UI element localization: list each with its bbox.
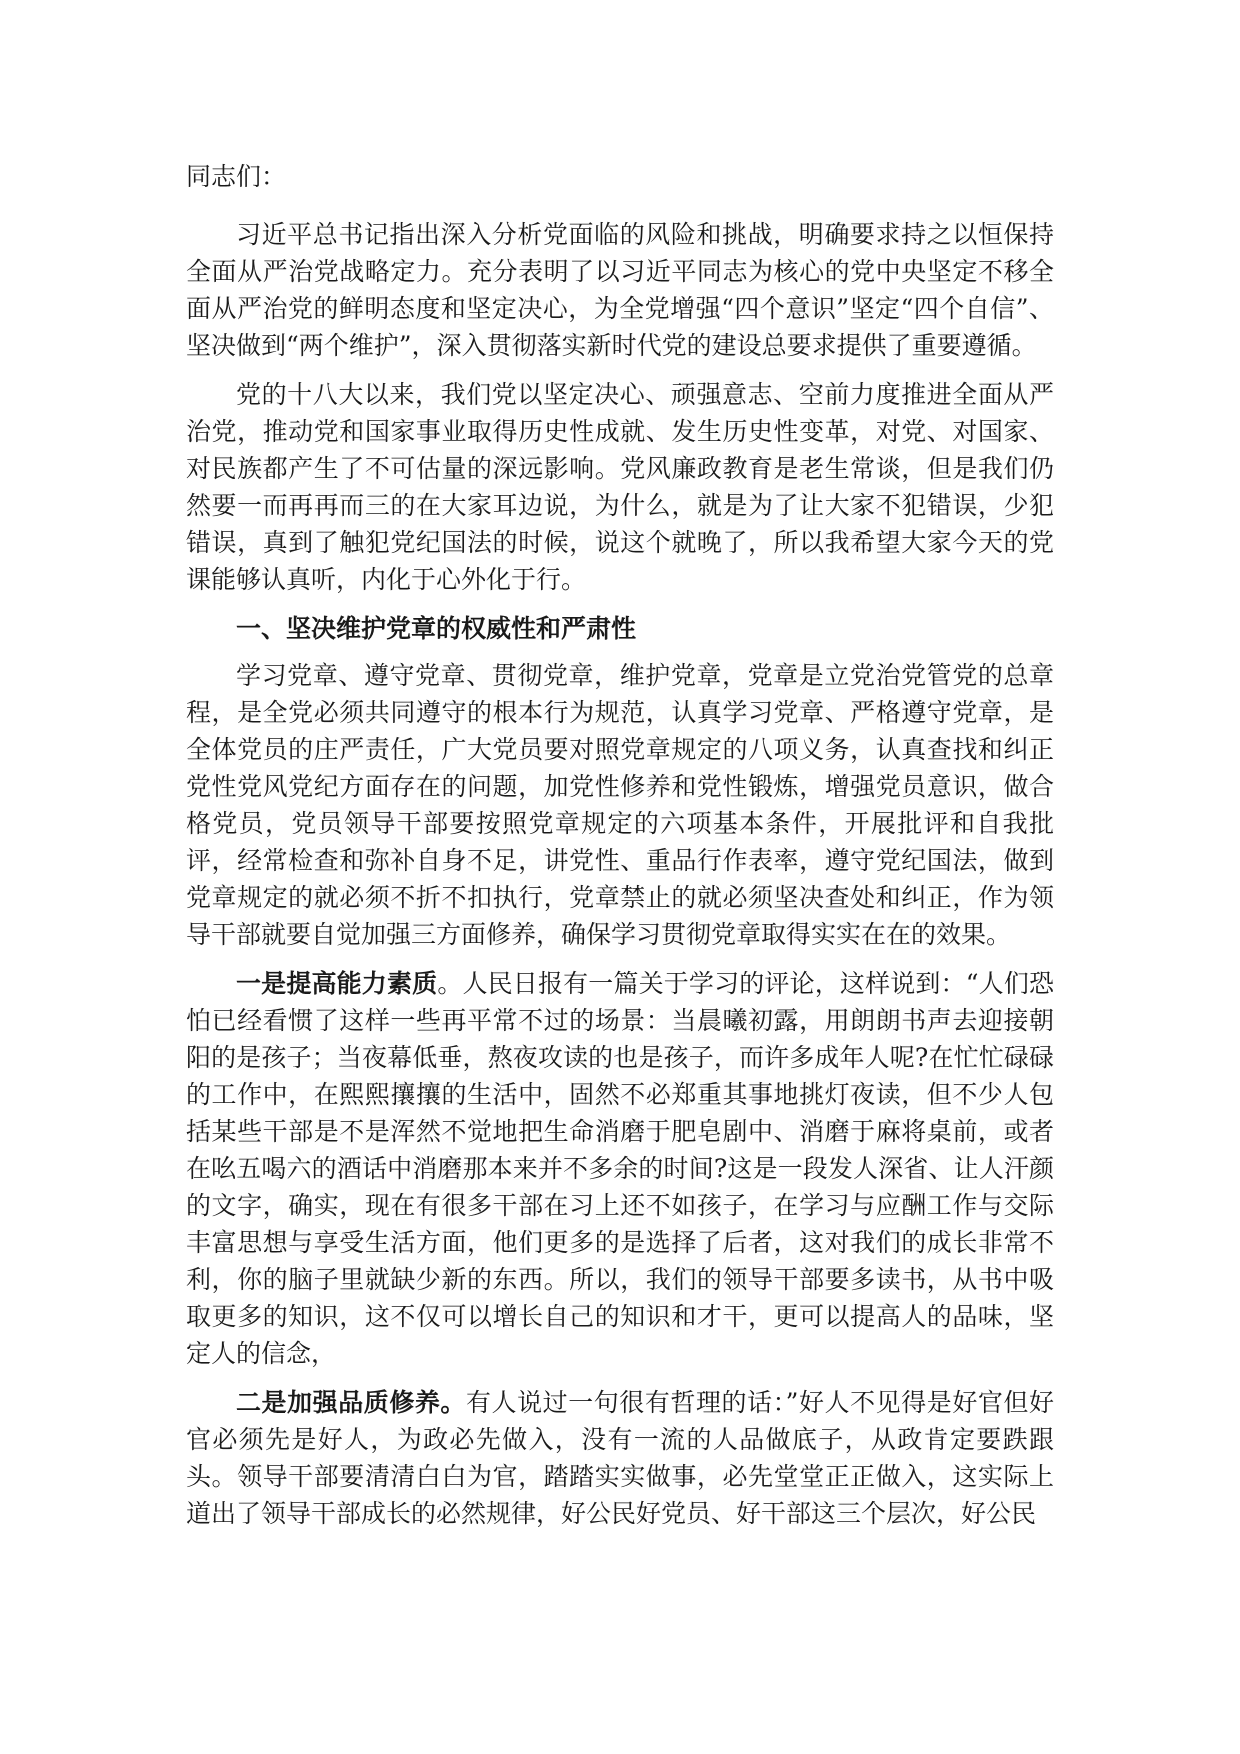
point-two-text: 有人说过一句很有哲理的话：”好人不见得是好官但好官必须先是好人，为政必先做入，没有一流的人品做底子，从政肯定要跌跟头。领导干部要清清白白为官，踏踏实实做事，必先堂堂正正做入，这实际上道出了领导干部成长的必然规律，好公民好党员、好干部这三个层次，好公民: [186, 1388, 1054, 1528]
paragraph-background: 党的十八大以来，我们党以坚定决心、顽强意志、空前力度推进全面从严治党，推动党和国家事业取得历史性成就、发生历史性变革，对党、对国家、对民族都产生了不可估量的深远影响。党风廉政教育是老生常谈，但是我们仍然要一而再再而三的在大家耳边说，为什么，就是为了让大家不犯错误，少犯错误，真到了触犯党纪国法的时候，说这个就晚了，所以我希望大家今天的党课能够认真听，内化于心外化于行。: [186, 380, 1054, 594]
document-body: [186, 158, 1054, 1544]
salutation: 同志们：: [186, 162, 287, 191]
point-two-lead: 二是加强品质修养。: [236, 1388, 466, 1417]
section-heading: 一、坚决维护党章的权威性和严肃性: [236, 614, 637, 643]
section-paragraph: 学习党章、遵守党章、贯彻党章，维护党章，党章是立党治党管党的总章程，是全党必须共同遵守的根本行为规范，认真学习党章、严格遵守党章，是全体党员的庄严责任，广大党员要对照党章规定的八项义务，认真查找和纠正党性党风党纪方面存在的问题，加党性修养和党性锻炼，增强党员意识，做合格党员，党员领导干部要按照党章规定的六项基本条件，开展批评和自我批评，经常检查和弥补自身不足，讲党性、重品行作表率，遵守党纪国法，做到党章规定的就必须不折不扣执行，党章禁止的就必须坚决查处和纠正，作为领导干部就要自觉加强三方面修养，确保学习贯彻党章取得实实在在的效果。: [186, 661, 1054, 949]
paragraph-intro: 习近平总书记指出深入分析党面临的风险和挑战，明确要求持之以恒保持全面从严治党战略定力。充分表明了以习近平同志为核心的党中央坚定不移全面从严治党的鲜明态度和坚定决心，为全党增强“四个意识”坚定“四个自信”、 坚决做到“两个维护”，深入贯彻落实新时代党的建设总要求提供了重要遵循。: [186, 220, 1054, 360]
point-one-lead: 一是提高能力素质: [236, 969, 438, 998]
point-one-text: 。人民日报有一篇关于学习的评论，这样说到：“人们恐怕已经看惯了这样一些再平常不过的场景：当晨曦初露，用朗朗书声去迎接朝阳的是孩子；当夜幕低垂，熬夜攻读的也是孩子，而许多成年人呢?在忙忙碌碌的工作中，在熙熙攘攘的生活中，固然不必郑重其事地挑灯夜读，但不少人包括某些干部是不是浑然不觉地把生命消磨于肥皂剧中、消磨于麻将桌前，或者在吆五喝六的酒话中消磨那本来并不多余的时间?这是一段发人深省、让人汗颜的文字，确实，现在有很多干部在习上还不如孩子，在学习与应酬工作与交际丰富思想与享受生活方面，他们更多的是选择了后者，这对我们的成长非常不利，你的脑子里就缺少新的东西。所以，我们的领导干部要多读书，从书中吸取更多的知识，这不仅可以增长自己的知识和才干，更可以提高人的品味，坚定人的信念，: [186, 969, 1054, 1368]
point-two-paragraph: [186, 1384, 1054, 1532]
point-one-paragraph: [186, 965, 1054, 1372]
